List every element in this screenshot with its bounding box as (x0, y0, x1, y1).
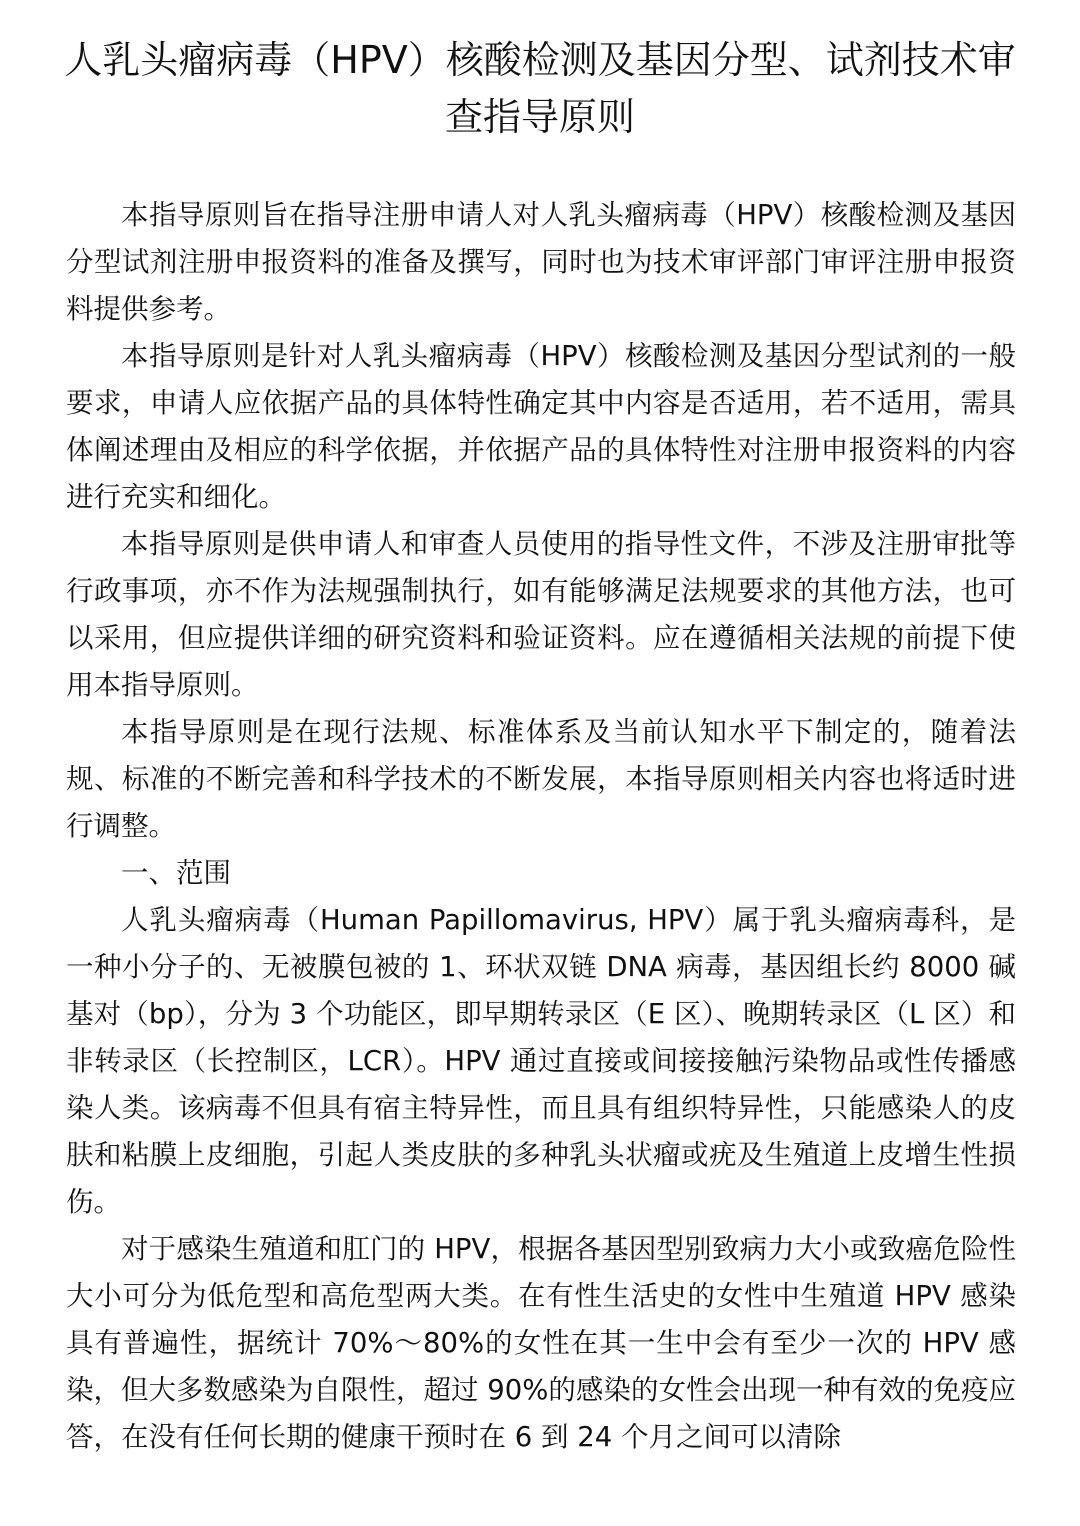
document-body (66, 192, 1016, 1461)
section-paragraph-hpv-risk: 对于感染生殖道和肛门的 HPV，根据各基因型别致病力大小或致癌危险性大小可分为低危型和高危型两大类。在有性生活史的女性中生殖道 HPV 感染具有普遍性，据统计 70%～80%的女性在其一生中会有至少一次的 HPV 感染，但大多数感染为自限性，超过 90%的感染的女性会出现一种有效的免疫应答，在没有任何长期的健康干预时在 6 到 24 个月之间可以清除 (66, 1233, 1016, 1453)
intro-paragraph-scope: 本指导原则是针对人乳头瘤病毒（HPV）核酸检测及基因分型试剂的一般要求，申请人应依据产品的具体特性确定其中内容是否适用，若不适用，需具体阐述理由及相应的科学依据，并依据产品的具体特性对注册申报资料的内容进行充实和细化。 (66, 340, 1016, 513)
intro-paragraph-purpose: 本指导原则旨在指导注册申请人对人乳头瘤病毒（HPV）核酸检测及基因分型试剂注册申报资料的准备及撰写，同时也为技术审评部门审评注册申报资料提供参考。 (66, 199, 1016, 325)
document-title: 人乳头瘤病毒（HPV）核酸检测及基因分型、试剂技术审查指导原则 (64, 38, 1016, 139)
section-heading-scope: 一、范围 (121, 857, 231, 889)
intro-paragraph-revision: 本指导原则是在现行法规、标准体系及当前认知水平下制定的，随着法规、标准的不断完善和科学技术的不断发展，本指导原则相关内容也将适时进行调整。 (66, 716, 1016, 842)
section-paragraph-hpv-overview: 人乳头瘤病毒（Human Papillomavirus, HPV）属于乳头瘤病毒科，是一种小分子的、无被膜包被的 1、环状双链 DNA 病毒，基因组长约 8000 碱基对（bp），分为 3 个功能区，即早期转录区（E 区）、晚期转录区（L 区）和非转录区（长控制区，LCR）。HPV 通过直接或间接接触污染物品或性传播感染人类。该病毒不但具有宿主特异性，而且具有组织特异性，只能感染人的皮肤和粘膜上皮细胞，引起人类皮肤的多种乳头状瘤或疣及生殖道上皮增生性损伤。 (66, 904, 1016, 1218)
intro-paragraph-usage: 本指导原则是供申请人和审查人员使用的指导性文件，不涉及注册审批等行政事项，亦不作为法规强制执行，如有能够满足法规要求的其他方法，也可以采用，但应提供详细的研究资料和验证资料。应在遵循相关法规的前提下使用本指导原则。 (66, 528, 1016, 701)
